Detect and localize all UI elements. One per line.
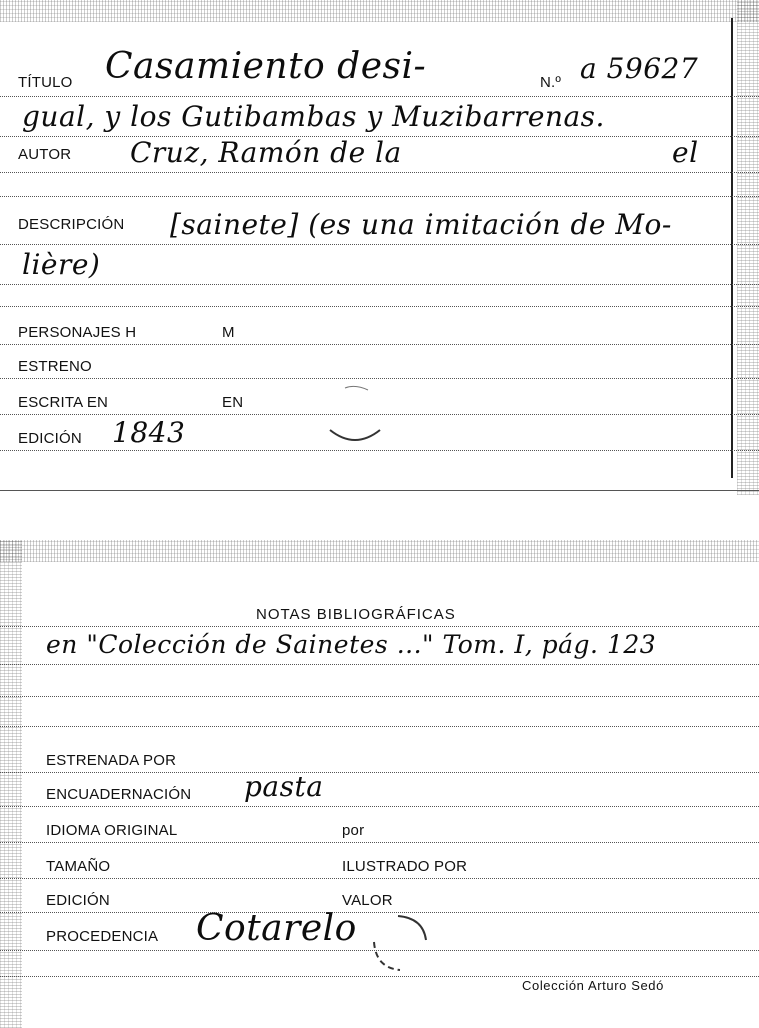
estrenada-row [0,740,759,773]
personajes-label: PERSONAJES H [18,324,137,341]
title-label: TÍTULO [18,74,73,91]
estreno-label: ESTRENO [18,358,92,375]
description-handwriting-line2: lière) [22,248,101,281]
escrita-label: ESCRITA EN [18,394,109,411]
scan-noise-top [0,0,759,22]
number-label: N.º [540,74,562,91]
encuadernacion-label: ENCUADERNACIÓN [46,786,192,803]
edicion-handwriting: 1843 [112,416,186,449]
notes-heading: NOTAS BIBLIOGRÁFICAS [256,606,456,623]
blank-line [0,696,759,727]
idioma-row [0,810,759,843]
encuadernacion-handwriting: pasta [244,770,324,803]
notes-row [0,628,759,665]
procedencia-label: PROCEDENCIA [46,928,159,945]
description-row [0,206,759,245]
description-label: DESCRIPCIÓN [18,216,125,233]
blank-line [0,284,759,307]
description-continuation-row [0,244,759,285]
punch-hole-mark [320,380,390,450]
description-handwriting-line1: [sainete] (es una imitación de Mo- [170,208,672,241]
edicion-valor-row [0,880,759,913]
edicion-label: EDICIÓN [46,892,110,909]
blank-line [0,664,759,697]
scan-noise-top [0,540,759,562]
notes-heading-row [0,596,759,627]
title-handwriting-line1: Casamiento desi- [105,46,427,87]
catalog-card-bottom [0,540,759,1028]
author-handwriting: Cruz, Ramón de la [130,136,402,169]
idioma-label: IDIOMA ORIGINAL [46,822,178,839]
por-label: por [342,822,365,839]
title-handwriting-line2: gual, y los Gutibambas y Muzibarrenas. [22,100,605,133]
blank-line [0,172,759,197]
ilustrado-label: ILUSTRADO POR [342,858,468,875]
edicion-label: EDICIÓN [18,430,82,447]
author-handwriting-end: el [672,136,699,169]
notes-handwriting: en "Colección de Sainetes ..." Tom. I, pág. 123 [46,630,657,659]
encuadernacion-row [0,770,759,807]
author-label: AUTOR [18,146,72,163]
personajes-row [0,314,759,345]
collection-footer: Colección Arturo Sedó [522,978,664,993]
estrenada-label: ESTRENADA POR [46,752,177,769]
author-row [0,136,759,173]
escrita-en-label: EN [222,394,244,411]
valor-label: VALOR [342,892,393,909]
blank-line [0,950,759,977]
number-handwriting: a 59627 [580,52,699,85]
card-bottom-edge [0,490,759,491]
procedencia-handwriting: Cotarelo [196,908,357,949]
estreno-row [0,348,759,379]
tamano-label: TAMAÑO [46,858,111,875]
personajes-m-label: M [222,324,235,341]
title-row [0,46,759,97]
catalog-card-top [0,0,759,495]
title-continuation-row [0,100,759,137]
tamano-row [0,846,759,879]
